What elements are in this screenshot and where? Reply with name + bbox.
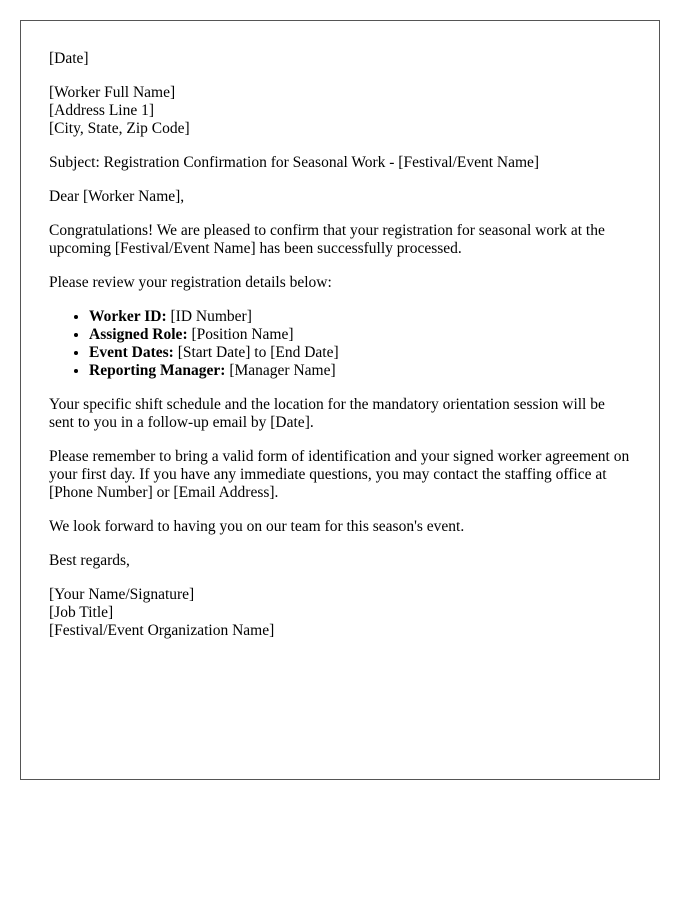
letter-date: [Date] (49, 50, 89, 67)
detail-label: Assigned Role: (89, 326, 188, 343)
registration-details-list (49, 308, 631, 380)
reminder-paragraph: Please remember to bring a valid form of identification and your signed worker agreement on your first day. If you have any immediate questions, you may contact the staffing office at [Phone Number] or [Email Address]. (49, 448, 630, 501)
signature-block (49, 586, 631, 640)
detail-item-reporting-manager (89, 362, 631, 380)
detail-value: [Start Date] to [End Date] (173, 344, 339, 361)
detail-item-event-dates (89, 344, 631, 362)
detail-value: [ID Number] (166, 308, 252, 325)
letter-salutation: Dear [Worker Name], (49, 188, 185, 205)
letter-subject: Subject: Registration Confirmation for Seasonal Work - [Festival/Event Name] (49, 154, 540, 171)
recipient-city-state-zip: [City, State, Zip Code] (49, 120, 190, 137)
detail-value: [Manager Name] (225, 362, 336, 379)
schedule-paragraph: Your specific shift schedule and the location for the mandatory orientation session will be sent to you in a follow-up email by [Date]. (49, 396, 605, 431)
detail-label: Worker ID: (89, 308, 167, 325)
review-line: Please review your registration details below: (49, 274, 332, 291)
recipient-address-block (49, 84, 631, 138)
detail-item-assigned-role (89, 326, 631, 344)
recipient-address-line1: [Address Line 1] (49, 102, 155, 119)
detail-label: Event Dates: (89, 344, 174, 361)
signature-organization: [Festival/Event Organization Name] (49, 622, 275, 639)
recipient-name: [Worker Full Name] (49, 84, 176, 101)
intro-paragraph: Congratulations! We are pleased to confirm that your registration for seasonal work at the upcoming [Festival/Event Name] has been successfully processed. (49, 222, 605, 257)
signature-title: [Job Title] (49, 604, 114, 621)
detail-item-worker-id (89, 308, 631, 326)
closing-paragraph: We look forward to having you on our team for this season's event. (49, 518, 465, 535)
detail-value: [Position Name] (187, 326, 294, 343)
sign-off: Best regards, (49, 552, 130, 569)
signature-name: [Your Name/Signature] (49, 586, 195, 603)
letter-page (20, 20, 660, 780)
detail-label: Reporting Manager: (89, 362, 226, 379)
